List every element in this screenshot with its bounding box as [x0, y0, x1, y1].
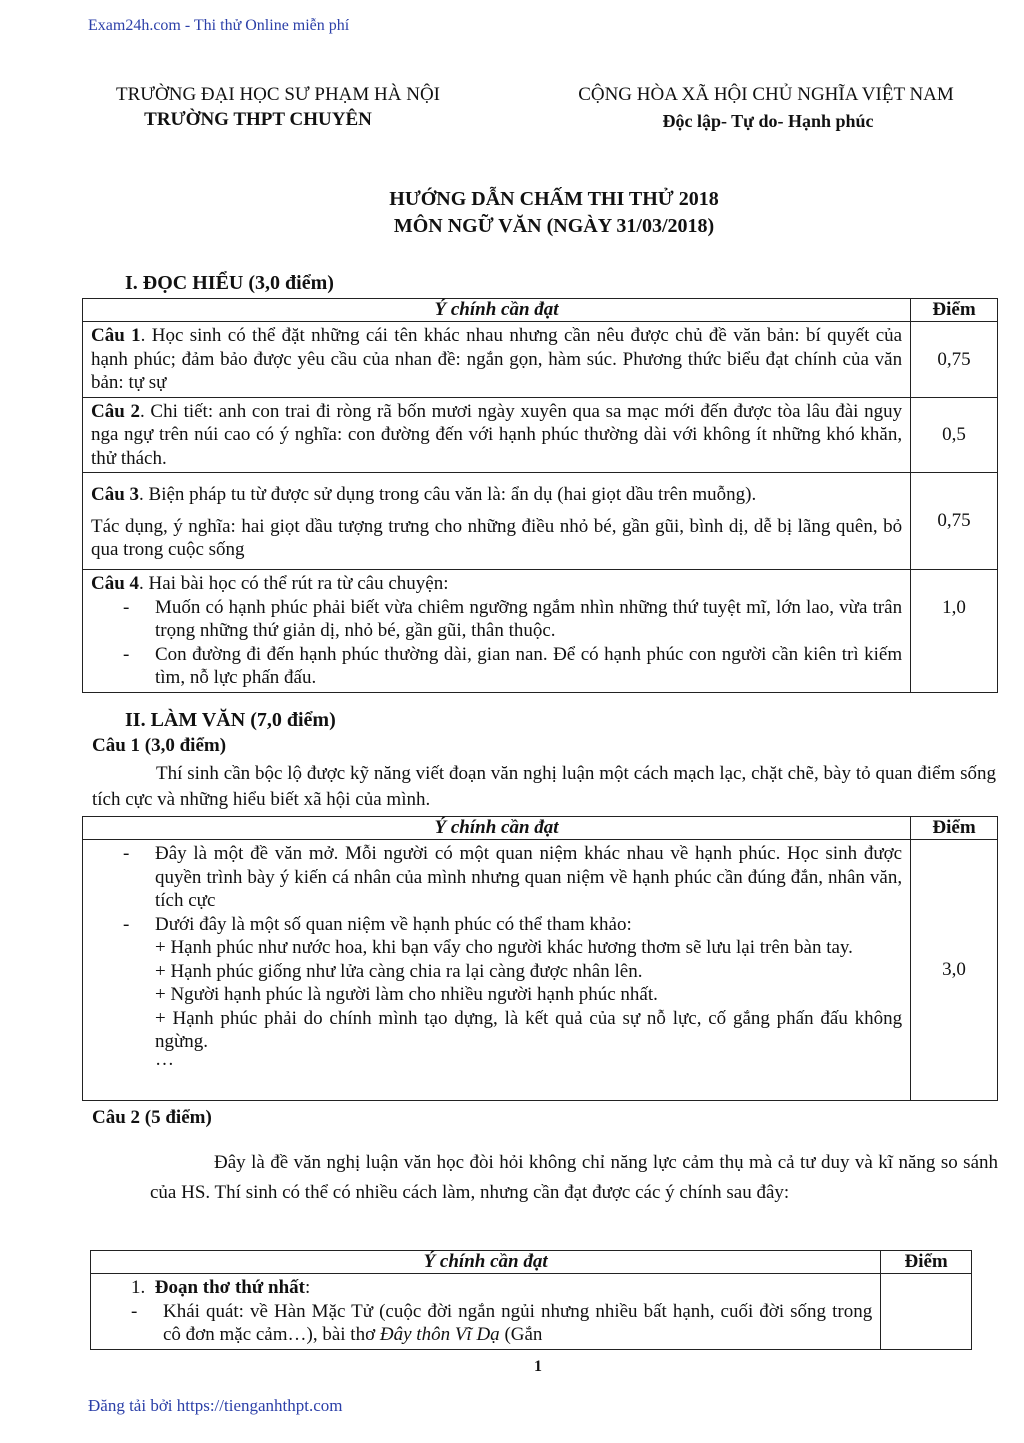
- column-header-main: Ý chính cần đạt: [91, 1251, 881, 1274]
- column-header-score: Điểm: [881, 1251, 972, 1274]
- column-header-score: Điểm: [911, 817, 998, 840]
- question-label: Câu 1: [91, 325, 141, 346]
- score-cell: 3,0: [911, 840, 998, 1101]
- answer-cell: [83, 840, 911, 1101]
- bullet-text: Khái quát: về Hàn Mặc Tử (cuộc đời ngắn ngủi nhưng nhiều bất hạnh, cuối đời sống trong cô đơn mặc cảm…), bài thơ: [163, 1300, 873, 1345]
- essay1-answer-table: [82, 816, 998, 1101]
- table-row: [83, 397, 998, 473]
- school-name-line2: TRƯỜNG THPT CHUYÊN: [144, 109, 372, 130]
- bullet-text: (Gắn: [499, 1324, 543, 1345]
- doc-title-line1: HƯỚNG DẪN CHẤM THI THỬ 2018: [389, 188, 719, 210]
- question-label: Câu 3: [91, 484, 140, 505]
- item-number: 1.: [131, 1277, 146, 1298]
- reading-answer-table: [82, 298, 998, 693]
- answer-text: . Học sinh có thể đặt những cái tên khác nhau nhưng cần nêu được chủ đề văn bản: bí quyết của hạnh phúc; đảm bảo được yêu cầu của nhan đề: ngắn gọn, hàm súc. Phương thức biểu đạt chính của văn bản: tự sự: [91, 325, 903, 393]
- bullet-item: - Đây là một đề văn mở. Mỗi người có một quan niệm khác nhau về hạnh phúc. Học sinh được quyền trình bày ý kiến cá nhân của mình nhưng quan niệm về hạnh phúc cần đúng đắn, nhân văn, tích cực: [91, 842, 902, 913]
- answer-cell: [83, 322, 911, 398]
- national-motto: Độc lập- Tự do- Hạnh phúc: [662, 111, 874, 131]
- table-header-row: [83, 299, 998, 322]
- poem-title: Đây thôn Vĩ Dạ: [379, 1324, 500, 1345]
- table-row: [91, 1274, 972, 1350]
- answer-text: . Chi tiết: anh con trai đi ròng rã bốn mươi ngày xuyên qua sa mạc mới đến được tòa lâu đài nguy nga ngự trên núi cao có ý nghĩa: con đường đến với hạnh phúc thường dài với không ít những khó khăn, thử thách.: [91, 400, 903, 469]
- column-header-score: Điểm: [911, 299, 998, 322]
- essay2-answer-table: [90, 1250, 972, 1350]
- answer-cell: [83, 570, 911, 693]
- source-link[interactable]: Exam24h.com - Thi thử Online miễn phí: [88, 17, 350, 34]
- item-title: Đoạn thơ thứ nhất: [154, 1277, 305, 1298]
- table-row: [83, 322, 998, 398]
- answer-text: . Hai bài học có thể rút ra từ câu chuyện:: [139, 573, 449, 594]
- question-intro: Đây là đề văn nghị luận văn học đòi hỏi không chỉ năng lực cảm thụ mà cả tư duy và kĩ năng so sánh của HS. Thí sinh có thể có nhiều cách làm, nhưng cần đạt được các ý chính sau đây:: [150, 1152, 998, 1203]
- question-intro: Thí sinh cần bộc lộ được kỹ năng viết đoạn văn nghị luận một cách mạch lạc, chặt chẽ, bày tỏ quan điểm sống tích cực và những hiểu biết xã hội của mình.: [92, 763, 996, 810]
- score-cell: 0,75: [911, 473, 998, 570]
- table-row: [83, 840, 998, 1101]
- answer-text: . Biện pháp tu từ được sử dụng trong câu văn là: ẩn dụ (hai giọt dầu trên muỗng).: [139, 484, 757, 505]
- section-heading-reading: I. ĐỌC HIỂU (3,0 điểm): [125, 272, 334, 294]
- bullet-item: - Con đường đi đến hạnh phúc thường dài, gian nan. Để có hạnh phúc con người cần kiên trì kiếm tìm, nỗ lực phấn đấu.: [91, 643, 902, 690]
- question-label: Câu 4: [91, 573, 140, 594]
- column-header-main: Ý chính cần đạt: [83, 817, 911, 840]
- example-item: + Người hạnh phúc là người làm cho nhiều người hạnh phúc nhất.: [155, 984, 658, 1005]
- item-title-colon: :: [304, 1277, 311, 1298]
- table-row: [83, 473, 998, 570]
- question-heading: Câu 2 (5 điểm): [92, 1107, 212, 1128]
- uploader-link[interactable]: Đăng tải bởi https://tienganhthpt.com: [88, 1396, 343, 1415]
- table-header-row: [83, 817, 998, 840]
- question-label: Câu 2: [91, 400, 140, 422]
- example-item: + Hạnh phúc giống như lửa càng chia ra lại càng được nhân lên.: [155, 960, 643, 982]
- bullet-item: - Dưới đây là một số quan niệm về hạnh phúc có thể tham khảo:: [91, 913, 902, 937]
- page-number: 1: [534, 1358, 542, 1375]
- national-title: CỘNG HÒA XÃ HỘI CHỦ NGHĨA VIỆT NAM: [578, 84, 954, 105]
- table-header-row: [91, 1251, 972, 1274]
- score-cell: [881, 1274, 972, 1350]
- bullet-item: [99, 1300, 872, 1347]
- answer-cell: [83, 397, 911, 473]
- ellipsis: …: [155, 1048, 174, 1070]
- score-cell: 0,75: [911, 322, 998, 398]
- school-name-line1: TRƯỜNG ĐẠI HỌC SƯ PHẠM HÀ NỘI: [116, 84, 440, 105]
- score-cell: 0,5: [911, 397, 998, 473]
- score-cell: 1,0: [911, 570, 998, 693]
- bullet-item: - Muốn có hạnh phúc phải biết vừa chiêm ngưỡng ngắm nhìn những thứ tuyệt mĩ, lớn lao, vừa trân trọng những thứ giản dị, nhỏ bé, gần gũi, thân thuộc.: [91, 596, 902, 643]
- answer-cell: [91, 1274, 881, 1350]
- table-row: [83, 570, 998, 693]
- answer-cell: [83, 473, 911, 570]
- section-heading-writing: II. LÀM VĂN (7,0 điểm): [125, 709, 336, 731]
- example-item: + Hạnh phúc như nước hoa, khi bạn vẩy cho người khác hương thơm sẽ lưu lại trên bàn tay.: [155, 937, 853, 958]
- column-header-main: Ý chính cần đạt: [83, 299, 911, 322]
- doc-title-line2: MÔN NGỮ VĂN (NGÀY 31/03/2018): [393, 215, 715, 237]
- example-item: + Hạnh phúc phải do chính mình tạo dựng, là kết quả của sự nỗ lực, cố gắng phấn đấu không ngừng.: [155, 1007, 903, 1052]
- question-heading: Câu 1 (3,0 điểm): [92, 735, 227, 756]
- answer-text: Tác dụng, ý nghĩa: hai giọt dầu tượng trưng cho những điều nhỏ bé, gần gũi, bình dị, dễ bị lãng quên, bỏ qua trong cuộc sống: [91, 515, 903, 560]
